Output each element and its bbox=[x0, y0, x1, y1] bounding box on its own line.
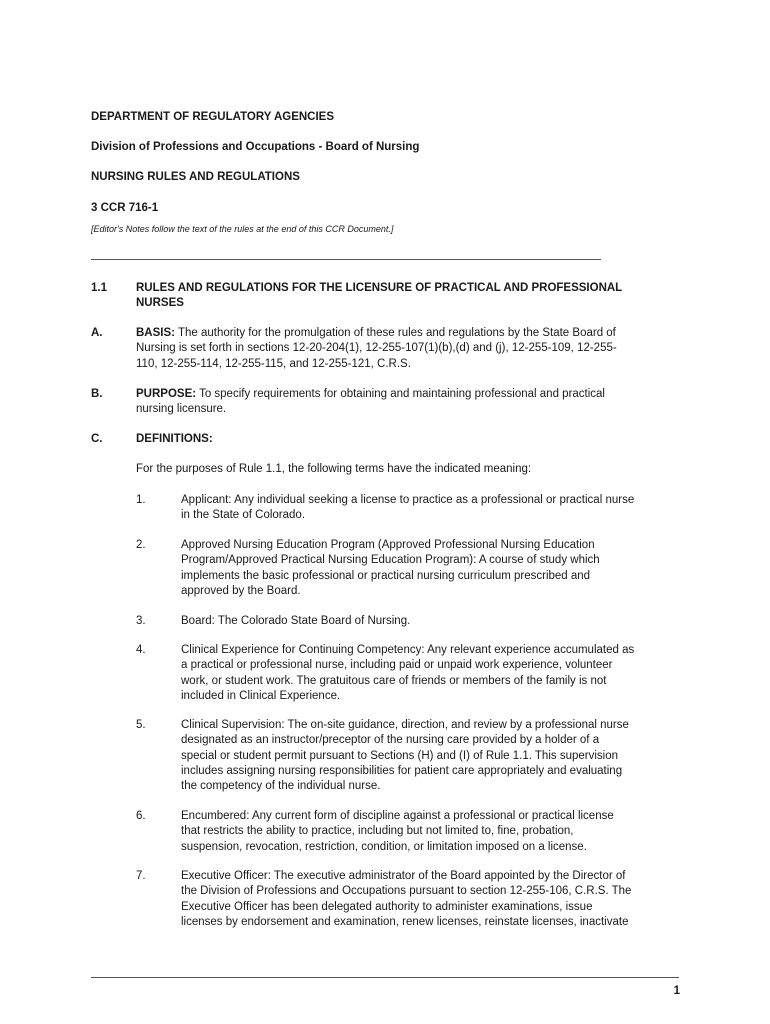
definition-line: approved by the Board. bbox=[181, 584, 301, 597]
document-title: NURSING RULES AND REGULATIONS bbox=[91, 171, 300, 183]
definition-line: that restricts the ability to practice, including but not limited to, fine, probation, bbox=[181, 825, 574, 838]
section-a-line-3: 110, 12-255-114, 12-255-115, and 12-255-121, C.R.S. bbox=[136, 357, 411, 370]
definitions-intro: For the purposes of Rule 1.1, the following terms have the indicated meaning: bbox=[136, 463, 532, 475]
definition-line: Executive Officer has been delegated authority to administer examinations, issue bbox=[181, 900, 593, 913]
definition-number: 6. bbox=[136, 810, 146, 822]
section-c-label: DEFINITIONS: bbox=[136, 433, 213, 445]
definition-executive-officer bbox=[181, 869, 681, 930]
definition-approved-program bbox=[181, 538, 681, 599]
definition-line: Applicant: Any individual seeking a license to practice as a professional or practical nurse bbox=[181, 494, 635, 506]
definition-line: Clinical Supervision: The on-site guidance, direction, and review by a professional nurse bbox=[181, 719, 629, 731]
rule-title bbox=[136, 281, 676, 312]
rule-number: 1.1 bbox=[91, 282, 107, 294]
definition-line: in the State of Colorado. bbox=[181, 509, 306, 522]
definition-line: included in Clinical Experience. bbox=[181, 689, 341, 702]
definition-line: designated as an instructor/preceptor of the nursing care provided by a holder of a bbox=[181, 734, 600, 747]
section-b-line-2: nursing licensure. bbox=[136, 403, 227, 416]
definition-line: suspension, revocation, restriction, condition, or limitation imposed on a license. bbox=[181, 840, 587, 853]
definition-line: Approved Nursing Education Program (Approved Professional Nursing Education bbox=[181, 539, 595, 551]
definition-line: implements the basic professional or practical nursing curriculum prescribed and bbox=[181, 569, 591, 582]
ccr-number: 3 CCR 716-1 bbox=[91, 202, 159, 214]
definition-line: licenses by endorsement and examination, renew licenses, reinstate licenses, inactivate bbox=[181, 915, 629, 928]
section-b-line-1: To specify requirements for obtaining and maintaining professional and practical bbox=[196, 388, 605, 400]
editor-note: [Editor's Notes follow the text of the rules at the end of this CCR Document.] bbox=[91, 224, 394, 234]
definition-number: 2. bbox=[136, 539, 146, 551]
section-a-line-2: Nursing is set forth in sections 12-20-204(1), 12-255-107(1)(b),(d) and (j), 12-255-109, 12-255- bbox=[136, 342, 617, 355]
section-c-letter: C. bbox=[91, 433, 103, 445]
section-a-letter: A. bbox=[91, 327, 103, 339]
page-number: 1 bbox=[673, 985, 680, 997]
definition-number: 4. bbox=[136, 644, 146, 656]
definition-line: Clinical Experience for Continuing Competency: Any relevant experience accumulated as bbox=[181, 644, 635, 656]
definition-line: special or student permit pursuant to Sections (H) and (I) of Rule 1.1. This supervision bbox=[181, 749, 618, 762]
definition-number: 7. bbox=[136, 870, 146, 882]
division-heading: Division of Professions and Occupations - Board of Nursing bbox=[91, 141, 420, 153]
definition-line: the competency of the individual nurse. bbox=[181, 780, 381, 793]
divider bbox=[91, 259, 601, 260]
definition-clinical-experience bbox=[181, 643, 681, 704]
section-b-letter: B. bbox=[91, 388, 103, 400]
department-heading: DEPARTMENT OF REGULATORY AGENCIES bbox=[91, 111, 335, 123]
definition-clinical-supervision bbox=[181, 718, 681, 794]
definition-encumbered bbox=[181, 809, 681, 855]
definition-number: 1. bbox=[136, 494, 146, 506]
definition-line: work, or student work. The gratuitous care of friends or members of the family is not bbox=[181, 674, 607, 687]
section-a-body bbox=[136, 326, 676, 372]
section-b-label: PURPOSE: bbox=[136, 388, 197, 400]
definition-applicant bbox=[181, 493, 681, 524]
definition-line: includes assigning nursing responsibilities for patient care appropriately and evaluating bbox=[181, 764, 623, 777]
section-a-line-1: The authority for the promulgation of these rules and regulations by the State Board of bbox=[174, 327, 616, 339]
definition-line: Program/Approved Practical Nursing Education Program): A course of study which bbox=[181, 554, 600, 567]
section-a-label: BASIS: bbox=[136, 327, 175, 339]
footer-divider bbox=[91, 977, 679, 978]
rule-title-line-1: RULES AND REGULATIONS FOR THE LICENSURE OF PRACTICAL AND PROFESSIONAL bbox=[136, 282, 623, 294]
definition-number: 3. bbox=[136, 615, 146, 627]
definition-line: a practical or professional nurse, including paid or unpaid work experience, volunteer bbox=[181, 659, 613, 672]
definition-line: Board: The Colorado State Board of Nursing. bbox=[181, 615, 411, 627]
rule-title-line-2: NURSES bbox=[136, 297, 184, 310]
definition-line: Executive Officer: The executive administrator of the Board appointed by the Director of bbox=[181, 870, 626, 882]
definition-number: 5. bbox=[136, 719, 146, 731]
definition-board bbox=[181, 614, 681, 629]
definition-line: Encumbered: Any current form of discipline against a professional or practical license bbox=[181, 810, 614, 822]
definition-line: the Division of Professions and Occupations pursuant to section 12-255-106, C.R.S. The bbox=[181, 885, 632, 898]
section-b-body bbox=[136, 387, 676, 418]
